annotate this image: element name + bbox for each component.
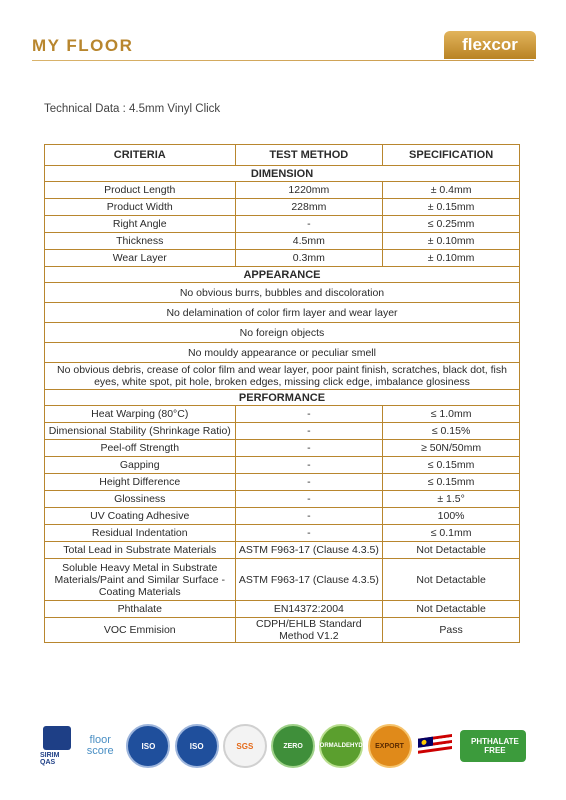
floorscore-label: floor score (86, 734, 114, 757)
table-row (45, 406, 520, 423)
table-row (45, 491, 520, 508)
section-row (45, 267, 520, 283)
table-row (45, 233, 520, 250)
criteria-cell: Product Length (45, 182, 236, 199)
test-method-cell: - (235, 491, 383, 508)
criteria-cell: Product Width (45, 199, 236, 216)
test-method-cell: - (235, 474, 383, 491)
criteria-cell: Thickness (45, 233, 236, 250)
specification-header: SPECIFICATION (383, 145, 520, 166)
appearance-cell: No foreign objects (45, 323, 520, 343)
table-row (45, 343, 520, 363)
table-row (45, 303, 520, 323)
specification-cell: ± 0.10mm (383, 250, 520, 267)
export-badge: EXPORT (368, 724, 412, 768)
floorscore-badge (78, 726, 122, 766)
section-row (45, 166, 520, 182)
criteria-cell: Glossiness (45, 491, 236, 508)
table-row (45, 559, 520, 601)
specification-cell: Not Detactable (383, 542, 520, 559)
phthalate-free-badge: PHTHALATE FREE (460, 730, 526, 762)
table-row (45, 525, 520, 542)
table-row (45, 542, 520, 559)
test-method-cell: 4.5mm (235, 233, 383, 250)
test-method-cell: 0.3mm (235, 250, 383, 267)
appearance-cell: No obvious burrs, bubbles and discoloration (45, 283, 520, 303)
test-method-cell: - (235, 508, 383, 525)
sirim-mark-icon (43, 726, 71, 750)
flexcor-logo: flexcor (444, 31, 536, 59)
table-row (45, 283, 520, 303)
table-row (45, 508, 520, 525)
specification-cell: ≥ 50N/50mm (383, 440, 520, 457)
test-method-cell: - (235, 457, 383, 474)
table-row (45, 216, 520, 233)
table-row (45, 199, 520, 216)
specification-cell: Not Detactable (383, 559, 520, 601)
criteria-cell: Phthalate (45, 601, 236, 618)
specification-cell: ± 1.5° (383, 491, 520, 508)
test-method-cell: EN14372:2004 (235, 601, 383, 618)
appearance-cell: No delamination of color firm layer and wear layer (45, 303, 520, 323)
header-divider (32, 60, 534, 61)
test-method-cell: ASTM F963-17 (Clause 4.3.5) (235, 542, 383, 559)
criteria-cell: UV Coating Adhesive (45, 508, 236, 525)
test-method-cell: - (235, 423, 383, 440)
criteria-header: CRITERIA (45, 145, 236, 166)
table-row (45, 618, 520, 643)
criteria-cell: Gapping (45, 457, 236, 474)
section-row (45, 390, 520, 406)
appearance-cell: No obvious debris, crease of color film and wear layer, poor paint finish, scratches, black dot, fish eyes, white spot, pit hole, broken edges, missing click edge, imbalance glosiness (45, 363, 520, 390)
table-row (45, 440, 520, 457)
certification-badges (40, 724, 526, 768)
criteria-cell: Dimensional Stability (Shrinkage Ratio) (45, 423, 236, 440)
test-method-cell: - (235, 216, 383, 233)
document-subtitle: Technical Data : 4.5mm Vinyl Click (44, 103, 221, 115)
iso-badge-2: ISO (175, 724, 219, 768)
specification-cell: ± 0.10mm (383, 233, 520, 250)
table-row (45, 423, 520, 440)
specification-cell: ≤ 1.0mm (383, 406, 520, 423)
appearance-cell: No mouldy appearance or peculiar smell (45, 343, 520, 363)
performance-section-title: PERFORMANCE (45, 390, 520, 406)
test-method-header: TEST METHOD (235, 145, 383, 166)
table-header-row (45, 145, 520, 166)
table-row (45, 457, 520, 474)
test-method-cell: - (235, 406, 383, 423)
test-method-cell: ASTM F963-17 (Clause 4.3.5) (235, 559, 383, 601)
dimension-section-title: DIMENSION (45, 166, 520, 182)
table-row (45, 601, 520, 618)
table-row (45, 474, 520, 491)
criteria-cell: Total Lead in Substrate Materials (45, 542, 236, 559)
specification-cell: ≤ 0.15mm (383, 457, 520, 474)
criteria-cell: Peel-off Strength (45, 440, 236, 457)
test-method-cell: - (235, 440, 383, 457)
table-row (45, 323, 520, 343)
criteria-cell: Soluble Heavy Metal in Substrate Materials/Paint and Similar Surface - Coating Materials (45, 559, 236, 601)
criteria-cell: Right Angle (45, 216, 236, 233)
specification-cell: ≤ 0.15mm (383, 474, 520, 491)
criteria-cell: Wear Layer (45, 250, 236, 267)
sirim-qas-badge: SIRIM QAS (40, 726, 74, 766)
test-method-cell: 228mm (235, 199, 383, 216)
table-row (45, 182, 520, 199)
zero-formaldehyde-badge: ZERO (271, 724, 315, 768)
test-method-cell: - (235, 525, 383, 542)
malaysia-flag-icon (416, 731, 456, 761)
formaldehyde-badge: FORMALDEHYDE (319, 724, 363, 768)
technical-data-table (44, 144, 520, 643)
specification-cell: ± 0.15mm (383, 199, 520, 216)
sgs-badge: SGS (223, 724, 267, 768)
table-row (45, 250, 520, 267)
specification-cell: ± 0.4mm (383, 182, 520, 199)
criteria-cell: Height Difference (45, 474, 236, 491)
appearance-section-title: APPEARANCE (45, 267, 520, 283)
specification-cell: Pass (383, 618, 520, 643)
iso-badge-1: ISO (126, 724, 170, 768)
specification-cell: ≤ 0.15% (383, 423, 520, 440)
brand-title: MY FLOOR (32, 36, 134, 55)
test-method-cell: 1220mm (235, 182, 383, 199)
specification-cell: 100% (383, 508, 520, 525)
specification-cell: ≤ 0.1mm (383, 525, 520, 542)
specification-cell: ≤ 0.25mm (383, 216, 520, 233)
specification-cell: Not Detactable (383, 601, 520, 618)
table-row (45, 363, 520, 390)
criteria-cell: Residual Indentation (45, 525, 236, 542)
criteria-cell: VOC Emmision (45, 618, 236, 643)
test-method-cell: CDPH/EHLB Standard Method V1.2 (235, 618, 383, 643)
criteria-cell: Heat Warping (80°C) (45, 406, 236, 423)
